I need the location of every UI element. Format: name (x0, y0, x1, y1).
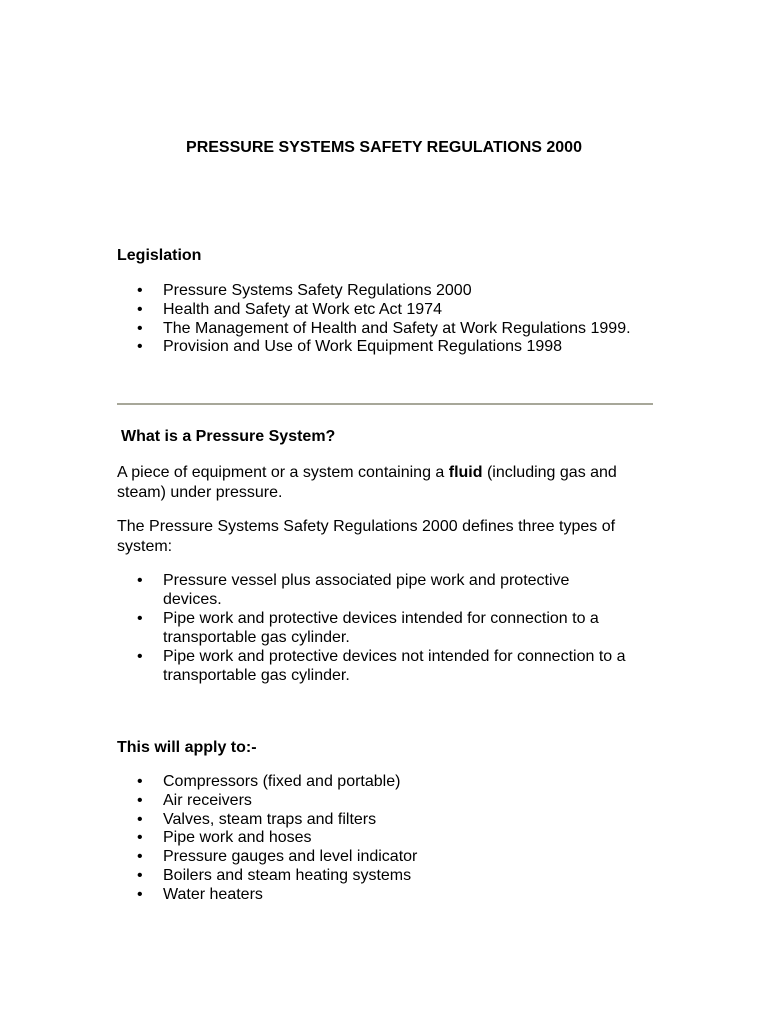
list-item-text: Boilers and steam heating systems (163, 866, 412, 884)
list-item (117, 848, 657, 867)
list-item-text: Water heaters (163, 885, 263, 903)
list-item (117, 648, 657, 686)
bullet-icon: • (137, 609, 143, 627)
applies-list (117, 773, 657, 905)
section-divider (117, 403, 653, 405)
legislation-heading: Legislation (117, 247, 202, 264)
bullet-icon: • (137, 338, 143, 356)
list-item (117, 320, 657, 339)
list-item-text: Pipe work and protective devices intended for connection to a transportable gas cylinder. (163, 609, 599, 646)
bullet-icon: • (137, 319, 143, 337)
list-item-text: Valves, steam traps and filters (163, 810, 377, 828)
list-item-text: The Management of Health and Safety at Work Regulations 1999. (163, 319, 631, 337)
list-item (117, 301, 657, 320)
bullet-icon: • (137, 300, 143, 318)
bullet-icon: • (137, 829, 143, 847)
list-item (117, 867, 657, 886)
bullet-icon: • (137, 773, 143, 790)
list-item-text: Compressors (fixed and portable) (163, 773, 401, 790)
definition-text-end: (including gas and steam) under pressure. (117, 464, 617, 501)
types-paragraph: The Pressure Systems Safety Regulations 2000 defines three types of system: (117, 518, 616, 555)
list-item-text: Pipe work and hoses (163, 829, 312, 847)
bullet-icon: • (137, 282, 143, 299)
bullet-icon: • (137, 791, 143, 809)
list-item (117, 811, 657, 830)
list-item-text: Pipe work and protective devices not intended for connection to a transportable gas cylinder. (163, 647, 626, 684)
list-item (117, 338, 657, 357)
legislation-list (117, 282, 657, 357)
list-item-text: Pressure vessel plus associated pipe work and protective devices. (163, 572, 570, 608)
system-types-list (117, 572, 657, 685)
list-item-text: Pressure gauges and level indicator (163, 848, 418, 866)
list-item-text: Pressure Systems Safety Regulations 2000 (163, 282, 472, 299)
bullet-icon: • (137, 810, 143, 828)
list-item-text: Provision and Use of Work Equipment Regulations 1998 (163, 338, 563, 356)
definition-text-start: A piece of equipment or a system containing a (117, 464, 449, 481)
list-item-text: Health and Safety at Work etc Act 1974 (163, 300, 442, 318)
page-title: PRESSURE SYSTEMS SAFETY REGULATIONS 2000 (186, 139, 582, 156)
bullet-icon: • (137, 572, 143, 589)
bullet-icon: • (137, 647, 143, 665)
list-item (117, 773, 657, 792)
list-item-text: Air receivers (163, 791, 252, 809)
list-item (117, 282, 657, 301)
what-is-heading: What is a Pressure System? (121, 428, 336, 445)
list-item (117, 572, 657, 610)
list-item (117, 829, 657, 848)
bullet-icon: • (137, 848, 143, 866)
list-item (117, 610, 657, 648)
definition-paragraph (117, 463, 647, 502)
bullet-icon: • (137, 866, 143, 884)
list-item (117, 886, 657, 905)
applies-heading: This will apply to:- (117, 739, 257, 756)
bullet-icon: • (137, 885, 143, 903)
definition-bold-term: fluid (448, 464, 483, 481)
list-item (117, 792, 657, 811)
